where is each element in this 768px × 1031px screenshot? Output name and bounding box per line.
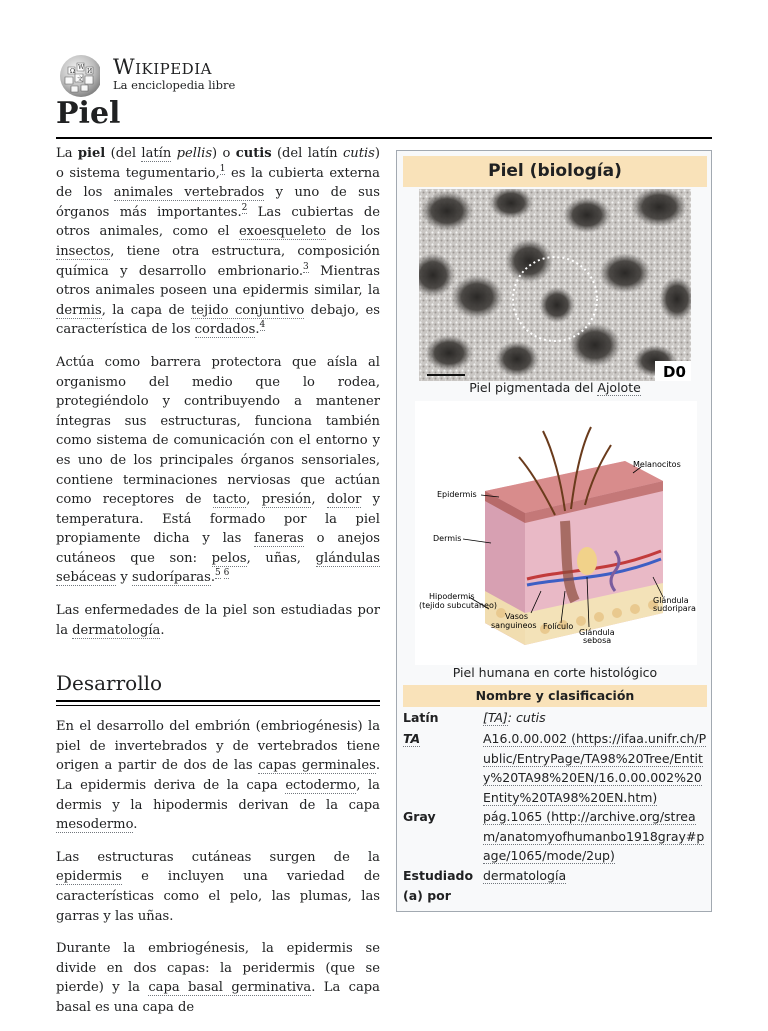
paragraph-functions bbox=[56, 353, 380, 588]
link-ectodermo[interactable]: ectodermo bbox=[285, 778, 357, 794]
infobox-row-studied-by bbox=[403, 866, 707, 906]
text: . bbox=[160, 622, 165, 638]
label-epidermis: Epidermis bbox=[437, 490, 477, 499]
text: y bbox=[116, 570, 132, 586]
text: es la cubierta externa de los bbox=[56, 165, 380, 201]
link-capas-germinales[interactable]: capas germinales bbox=[258, 758, 376, 774]
text: o anejos cutáneos que son: bbox=[56, 531, 380, 566]
citation-6[interactable]: 6 bbox=[223, 568, 230, 579]
paragraph-diseases bbox=[56, 601, 380, 640]
axolotl-skin-photo[interactable] bbox=[419, 189, 691, 381]
link-faneras[interactable]: faneras bbox=[254, 531, 304, 547]
article-body bbox=[56, 144, 380, 1031]
link-capa-basal-germinativa[interactable]: capa basal germinativa bbox=[148, 980, 312, 996]
svg-text:文: 文 bbox=[77, 76, 84, 83]
label-glandula-sudoripara-sub: sudoripara bbox=[653, 604, 696, 613]
text: ) o bbox=[212, 146, 236, 161]
link-ajolote[interactable]: Ajolote bbox=[597, 380, 641, 395]
text: y temperatura. Está formado por la piel propiamente dicha y las bbox=[56, 492, 381, 547]
text: . La epidermis deriva de la capa bbox=[56, 758, 380, 794]
image-badge: D0 bbox=[663, 363, 686, 381]
link-mesodermo[interactable]: mesodermo bbox=[56, 817, 134, 833]
text: Mientras otros animales poseen una epidermis similar, la bbox=[56, 263, 380, 299]
wikipedia-globe-logo[interactable] bbox=[56, 53, 106, 99]
row-value bbox=[483, 729, 707, 807]
link-tejido-conjuntivo[interactable]: tejido conjuntivo bbox=[191, 302, 305, 318]
latin-term: : cutis bbox=[507, 710, 546, 725]
text: y uno de sus órganos más importantes. bbox=[56, 185, 380, 220]
section-divider bbox=[56, 700, 380, 706]
row-label: Latín bbox=[403, 710, 439, 725]
text: Las cubiertas de otros animales, como el bbox=[56, 204, 380, 240]
link-ta-code[interactable]: A16.0.00.002 (https://ifaa.unifr.ch/Public/EntryPage/TA98%20Tree/Entity%20TA98%20EN/16.0.00.002%20Entity%20TA98%20EN.htm) bbox=[483, 731, 707, 805]
infobox-title-text: Piel (biología) bbox=[488, 161, 622, 181]
link-gray-page[interactable]: pág.1065 (http://archive.org/stream/anatomyofhumanbo1918gray#page/1065/mode/2up) bbox=[483, 809, 705, 863]
infobox-row-gray bbox=[403, 807, 707, 867]
label-foliculo: Folículo bbox=[543, 622, 574, 631]
link-tacto[interactable]: tacto bbox=[212, 492, 247, 508]
citation-1[interactable]: 1 bbox=[219, 163, 226, 174]
infobox bbox=[396, 150, 712, 912]
link-animales-vertebrados[interactable]: animales vertebrados bbox=[113, 185, 265, 201]
link-epidermis[interactable]: epidermis bbox=[56, 869, 123, 885]
text: . bbox=[255, 322, 260, 338]
link-cordados[interactable]: cordados bbox=[194, 322, 256, 338]
link-latin[interactable]: latín bbox=[141, 146, 172, 161]
link-dermis[interactable]: dermis bbox=[56, 302, 102, 318]
text: Actúa como barrera protectora que aísla al organismo del medio que lo rodea, protegiéndolo y contribuyendo a mantener íntegras sus estructuras, funciona también como sistema de comunicación con el entorno y es uno de los principales órganos sensoriales, contiene terminaciones nerviosas que actúan como receptores de bbox=[56, 354, 380, 508]
infobox-row-ta bbox=[403, 729, 707, 807]
paragraph-development bbox=[56, 717, 380, 835]
text: La bbox=[56, 146, 78, 161]
label-glandula-sebosa: Glándula bbox=[579, 628, 615, 637]
text: , bbox=[311, 492, 327, 508]
text: e incluyen una variedad de características como el pelo, las plumas, las garras y las uñas. bbox=[56, 869, 380, 924]
section-heading-desarrollo: Desarrollo bbox=[56, 671, 163, 696]
paragraph-embryogenesis bbox=[56, 939, 380, 1017]
text: , uñas, bbox=[246, 550, 316, 566]
text: Las enfermedades de la piel son estudiadas por la bbox=[56, 603, 380, 638]
site-name: Wikipedia bbox=[113, 55, 212, 79]
svg-text:W: W bbox=[78, 64, 85, 71]
site-tagline: La enciclopedia libre bbox=[113, 78, 236, 92]
text: debajo, es característica de los bbox=[56, 302, 380, 338]
text: . bbox=[210, 570, 216, 586]
svg-text:И: И bbox=[87, 68, 93, 75]
label-vasos: Vasos bbox=[505, 612, 528, 621]
text: . bbox=[133, 817, 138, 833]
label-glandula-sudoripara: Glándula bbox=[653, 596, 689, 605]
text: (del latín bbox=[271, 146, 343, 161]
link-dermatologia[interactable]: dermatología bbox=[72, 622, 161, 638]
link-ta[interactable]: [TA] bbox=[483, 710, 508, 725]
bold-term: cutis bbox=[235, 146, 272, 161]
bold-term: piel bbox=[77, 146, 106, 161]
infobox-row-latin bbox=[403, 708, 707, 728]
row-value bbox=[483, 807, 707, 866]
caption-text: Piel pigmentada del bbox=[469, 380, 598, 395]
row-label bbox=[403, 729, 479, 749]
citation-5[interactable]: 5 bbox=[215, 568, 221, 579]
link-ta-label[interactable]: TA bbox=[403, 731, 421, 746]
citation-4[interactable]: 4 bbox=[259, 320, 266, 331]
link-dolor[interactable]: dolor bbox=[326, 492, 362, 508]
caption-axolotl bbox=[397, 380, 713, 395]
text: En el desarrollo del embrión (embriogénesis) la piel de invertebrados y de vertebrados tiene origen a partir de dos de las bbox=[56, 719, 380, 774]
label-dermis: Dermis bbox=[433, 534, 462, 543]
text: ) o sistema tegumentario, bbox=[56, 146, 380, 181]
label-hipodermis: Hipodermis bbox=[429, 592, 475, 601]
italic-term: cutis bbox=[342, 146, 375, 161]
caption-histology: Piel humana en corte histológico bbox=[452, 665, 658, 680]
italic-term: pellis bbox=[176, 146, 213, 161]
citation-3[interactable]: 3 bbox=[303, 261, 309, 272]
text: (del bbox=[105, 146, 142, 161]
paragraph-intro bbox=[56, 144, 380, 340]
text: . La capa basal es una capa de bbox=[56, 980, 380, 1015]
link-presion[interactable]: presión bbox=[261, 492, 312, 508]
title-divider bbox=[56, 137, 712, 139]
label-hipodermis-sub: (tejido subcutaneo) bbox=[419, 601, 497, 610]
skin-histology-diagram[interactable] bbox=[415, 401, 697, 665]
link-sudoriparas[interactable]: sudoríparas bbox=[132, 570, 211, 586]
row-label: Estudiado (a) por bbox=[403, 868, 474, 903]
row-label: Gray bbox=[403, 809, 436, 824]
text: Las estructuras cutáneas surgen de la bbox=[56, 849, 380, 865]
row-value bbox=[483, 708, 707, 728]
page-title: Piel bbox=[56, 96, 121, 131]
link-dermatologia-infobox[interactable]: dermatología bbox=[483, 868, 567, 883]
text: , la dermis y la hipodermis derivan de la capa bbox=[56, 778, 380, 813]
citation-2[interactable]: 2 bbox=[241, 202, 248, 213]
svg-text:Ω: Ω bbox=[70, 68, 75, 75]
link-insectos[interactable]: insectos bbox=[56, 243, 111, 259]
text: de los bbox=[326, 224, 381, 240]
link-exoesqueleto[interactable]: exoesqueleto bbox=[238, 224, 327, 240]
site-branding[interactable] bbox=[113, 56, 235, 92]
infobox-section-header: Nombre y clasificación bbox=[403, 685, 707, 707]
text: , la capa de bbox=[101, 302, 192, 318]
link-glandulas-sebaceas[interactable]: glándulas sebáceas bbox=[56, 550, 380, 586]
label-vasos-sub: sanguineos bbox=[491, 621, 537, 630]
text: , tiene otra estructura, composición química y desarrollo embrionario. bbox=[56, 243, 380, 279]
link-pelos[interactable]: pelos bbox=[211, 550, 247, 566]
text: Durante la embriogénesis, la epidermis se divide en dos capas: la peridermis (que se pierde) y la bbox=[56, 941, 380, 996]
row-value bbox=[483, 866, 707, 886]
paragraph-structures bbox=[56, 848, 380, 926]
label-glandula-sebosa-sub: sebosa bbox=[583, 636, 612, 645]
label-melanocitos: Melanocitos bbox=[633, 460, 681, 469]
text: , bbox=[246, 492, 262, 508]
infobox-title bbox=[403, 156, 707, 187]
